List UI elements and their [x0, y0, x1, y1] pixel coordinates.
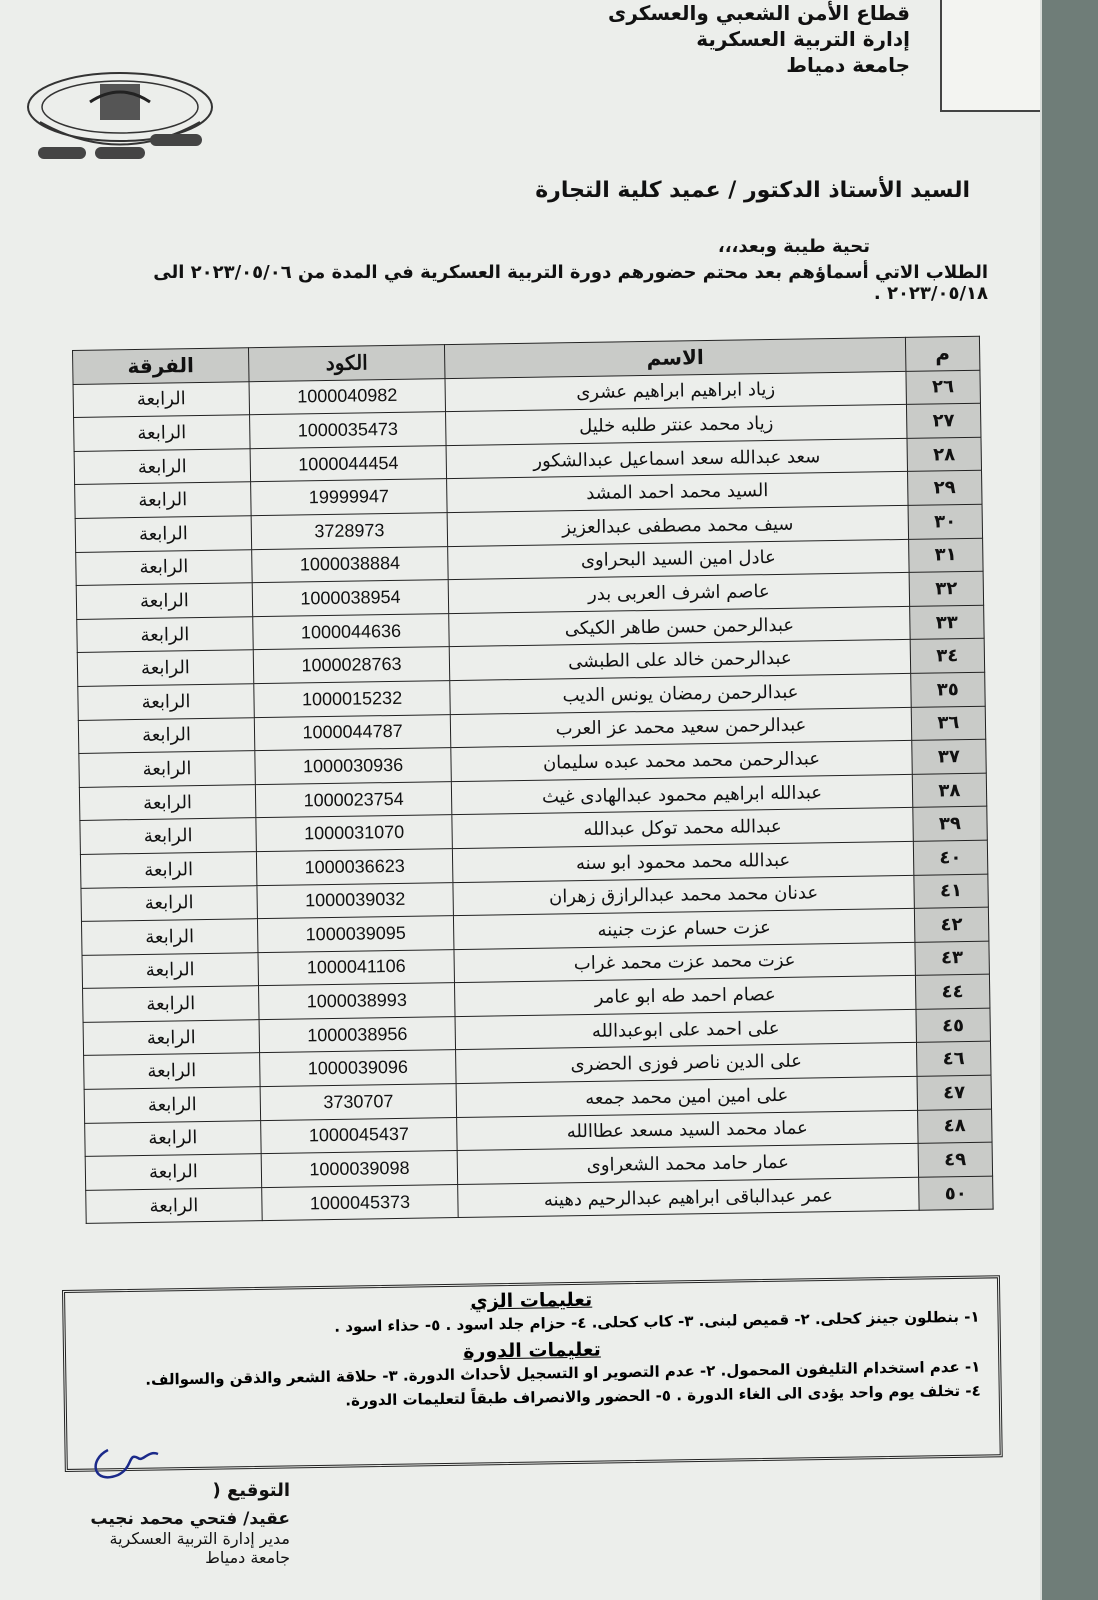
row-num: ٣١	[908, 538, 983, 573]
row-code: 1000045437	[261, 1117, 458, 1154]
row-year: الرابعة	[75, 482, 251, 518]
course-title: تعليمات الدورة	[463, 1338, 601, 1363]
row-num: ٣٤	[910, 639, 985, 674]
signature-label: التوقيع (	[212, 1480, 290, 1501]
signatory-role: مدير إدارة التربية العسكرية	[109, 1529, 290, 1548]
row-name: عزت محمد عزت محمد غراب	[454, 942, 915, 983]
row-name: عبدالله ابراهيم محمود عبدالهادى غيث	[451, 774, 912, 815]
row-num: ٣٨	[912, 773, 987, 808]
row-name: السيد محمد احمد المشد	[447, 472, 908, 513]
row-name: عبدالله محمد محمود ابو سنه	[453, 841, 914, 882]
row-code: 1000039095	[257, 916, 454, 953]
row-year: الرابعة	[81, 919, 257, 955]
letterhead-line2: إدارة التربية العسكرية	[696, 27, 910, 51]
row-code: 1000028763	[253, 647, 450, 684]
row-name: عدنان محمد محمد عبدالرازق زهران	[453, 875, 914, 916]
row-year: الرابعة	[73, 381, 249, 417]
row-year: الرابعة	[80, 852, 256, 888]
row-name: عبدالرحمن حسن طاهر الكيكى	[449, 606, 910, 647]
row-num: ٤٦	[916, 1042, 991, 1077]
row-code: 1000040982	[249, 378, 446, 415]
row-name: عمر عبدالباقى ابراهيم عبدالرحيم دهينه	[458, 1177, 919, 1218]
row-year: الرابعة	[84, 1053, 260, 1089]
row-num: ٤٨	[917, 1109, 992, 1144]
row-name: على امين امين محمد جمعه	[456, 1076, 917, 1117]
row-code: 1000044787	[254, 714, 451, 751]
row-code: 1000039098	[261, 1151, 458, 1188]
row-code: 1000039096	[260, 1050, 457, 1087]
row-year: الرابعة	[84, 1087, 260, 1123]
header-name: الاسم	[445, 337, 906, 378]
row-code: 3728973	[251, 513, 448, 550]
row-code: 1000031070	[256, 815, 453, 852]
row-code: 1000045373	[262, 1184, 459, 1221]
row-code: 1000030936	[255, 748, 452, 785]
row-code: 1000044636	[253, 613, 450, 650]
header-num: م	[905, 336, 980, 371]
row-num: ٤٩	[918, 1142, 993, 1177]
row-num: ٤٠	[913, 840, 988, 875]
row-year: الرابعة	[82, 952, 258, 988]
row-num: ٤١	[914, 874, 989, 909]
signatory-name: عقيد/ فتحي محمد نجيب	[90, 1509, 290, 1529]
row-num: ٣٠	[908, 504, 983, 539]
row-year: الرابعة	[80, 818, 256, 854]
row-year: الرابعة	[83, 986, 259, 1022]
row-year: الرابعة	[86, 1187, 262, 1223]
dress-line: ١- بنطلون جينز كحلى. ٢- قميص لبنى. ٣- كاب كحلى. ٤- حزام جلد اسود . ٥- حذاء اسود .	[334, 1307, 980, 1336]
row-name: على الدين ناصر فوزى الحضرى	[456, 1043, 917, 1084]
page-corner	[940, 0, 1040, 112]
row-code: 1000038954	[252, 580, 449, 617]
row-code: 1000044454	[250, 445, 447, 482]
row-code: 1000023754	[255, 781, 452, 818]
row-num: ٢٩	[907, 471, 982, 506]
row-year: الرابعة	[77, 616, 253, 652]
row-name: عصام احمد طه ابو عامر	[455, 976, 916, 1017]
row-name: عبدالرحمن محمد محمد عبده سليمان	[451, 740, 912, 781]
row-code: 19999947	[251, 479, 448, 516]
row-name: عزت حسام عزت جنينه	[454, 908, 915, 949]
row-name: عبدالرحمن خالد على الطبشى	[449, 640, 910, 681]
row-num: ٢٧	[906, 403, 981, 438]
row-num: ٢٨	[907, 437, 982, 472]
row-year: الرابعة	[74, 448, 250, 484]
signatory-org: جامعة دمياط	[205, 1548, 290, 1567]
row-year: الرابعة	[85, 1154, 261, 1190]
row-year: الرابعة	[85, 1120, 261, 1156]
row-num: ٣٦	[911, 706, 986, 741]
row-num: ٤٧	[917, 1075, 992, 1110]
row-name: سعد عبدالله سعد اسماعيل عبدالشكور	[446, 438, 907, 479]
course-line-2: ٤- تخلف يوم واحد يؤدى الى الغاء الدورة . ٥- الحضور والانصراف طبقاً لتعليمات الدورة.	[345, 1381, 981, 1410]
row-year: الرابعة	[76, 549, 252, 585]
row-code: 1000041106	[258, 949, 455, 986]
row-num: ٣٩	[913, 807, 988, 842]
row-num: ٤٢	[914, 907, 989, 942]
row-name: عبدالرحمن سعيد محمد عز العرب	[450, 707, 911, 748]
dress-title: تعليمات الزي	[470, 1288, 593, 1313]
row-num: ٣٢	[909, 571, 984, 606]
row-year: الرابعة	[78, 717, 254, 753]
instructions-box	[62, 1275, 1003, 1472]
row-name: على احمد على ابوعبدالله	[455, 1009, 916, 1050]
row-year: الرابعة	[76, 583, 252, 619]
letterhead-line3: جامعة دمياط	[786, 53, 910, 77]
row-num: ٣٧	[912, 739, 987, 774]
row-num: ٥٠	[918, 1176, 993, 1211]
students-table	[72, 336, 994, 1225]
letterhead	[490, 0, 910, 78]
row-num: ٤٤	[915, 974, 990, 1009]
university-emblem-icon	[20, 62, 220, 172]
course-line-1: ١- عدم استخدام التليفون المحمول. ٢- عدم التصوير او التسجيل لأحداث الدورة. ٣- حلاقة الشعر والذقن والسوالف.	[145, 1357, 981, 1389]
row-num: ٣٣	[909, 605, 984, 640]
row-year: الرابعة	[77, 650, 253, 686]
row-year: الرابعة	[83, 1020, 259, 1056]
row-name: عبدالله محمد توكل عبدالله	[452, 808, 913, 849]
letter-body: الطلاب الاتي أسماؤهم بعد محتم حضورهم دورة التربية العسكرية في المدة من ٢٠٢٣/٠٥/٠٦ الى ٢٠٢٣/٠٥/١٨ .	[153, 262, 988, 304]
row-name: عاصم اشرف العربى بدر	[448, 573, 909, 614]
row-num: ٤٣	[915, 941, 990, 976]
row-name: عبدالرحمن رمضان يونس الديب	[450, 673, 911, 714]
row-code: 3730707	[260, 1084, 457, 1121]
row-code: 1000035473	[249, 412, 446, 449]
addressee: السيد الأستاذ الدكتور / عميد كلية التجارة	[535, 178, 970, 203]
row-code: 1000036623	[256, 848, 453, 885]
header-year: الفرقة	[73, 348, 249, 384]
row-code: 1000038884	[252, 546, 449, 583]
row-year: الرابعة	[75, 516, 251, 552]
row-name: عادل امين السيد البحراوى	[448, 539, 909, 580]
greeting: تحية طيبة وبعد،،،	[717, 236, 870, 257]
row-name: عمار حامد محمد الشعراوى	[457, 1144, 918, 1185]
letterhead-line1: قطاع الأمن الشعبي والعسكرى	[607, 1, 910, 25]
row-code: 1000039032	[257, 882, 454, 919]
row-year: الرابعة	[78, 684, 254, 720]
row-year: الرابعة	[74, 415, 250, 451]
row-num: ٣٥	[910, 672, 985, 707]
row-name: سيف محمد مصطفى عبدالعزيز	[447, 505, 908, 546]
row-year: الرابعة	[79, 751, 255, 787]
row-code: 1000038956	[259, 1016, 456, 1053]
row-name: زياد محمد عنتر طلبه خليل	[446, 405, 907, 446]
row-name: زياد ابراهيم ابراهيم عشرى	[445, 371, 906, 412]
row-num: ٢٦	[906, 370, 981, 405]
row-year: الرابعة	[79, 784, 255, 820]
row-code: 1000038993	[258, 983, 455, 1020]
signature-block	[30, 1480, 290, 1567]
row-num: ٤٥	[916, 1008, 991, 1043]
row-year: الرابعة	[81, 885, 257, 921]
row-name: عماد محمد السيد مسعد عطاالله	[457, 1110, 918, 1151]
row-code: 1000015232	[254, 681, 451, 718]
header-code: الكود	[248, 345, 445, 382]
